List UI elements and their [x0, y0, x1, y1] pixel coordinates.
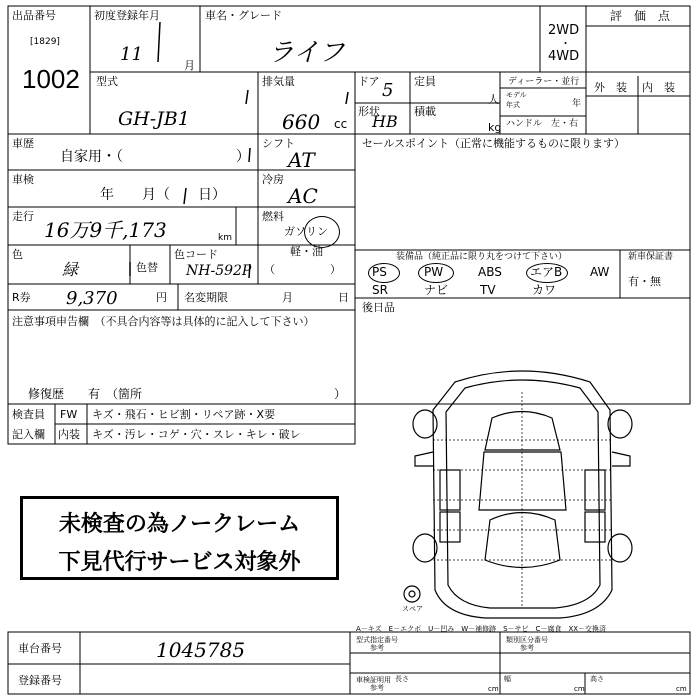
length-label: 長さ — [395, 675, 409, 683]
capacity-label: 定員 — [414, 75, 436, 88]
reg-year-value: 11 — [120, 44, 143, 65]
lot-small-number: [1829] — [30, 37, 60, 47]
height-label: 高さ — [590, 675, 604, 683]
damage-legend: A－キズ E－エクボ U－凹み W－補修跡 S－サビ C－腐食 XX－交換済 — [356, 625, 607, 633]
fuel-value: ガソリン — [284, 225, 328, 238]
chassis-value: 1045785 — [156, 638, 246, 662]
repair-history-close: ） — [334, 387, 347, 401]
notice-line-2: 下見代行サービス対象外 — [58, 550, 301, 575]
equip-navi: ナビ — [424, 283, 449, 297]
color-code-value: NH-592P — [186, 263, 252, 279]
equip-abs: ABS — [478, 265, 502, 279]
shift-value: AT — [288, 148, 315, 172]
warranty-label: 新車保証書 — [628, 252, 674, 262]
warranty-value: 有・無 — [628, 275, 661, 288]
notes-label: 注意事項申告欄 （不具合内容等は具体的に記入して下さい） — [12, 315, 315, 328]
equip-ps: PS — [372, 265, 387, 279]
fuel-label: 燃料 — [262, 210, 284, 223]
model-label: 型式 — [96, 75, 118, 88]
equip-pw: PW — [424, 265, 444, 279]
recycle-unit: 円 — [156, 291, 167, 304]
displacement-label: 排気量 — [262, 75, 295, 88]
car-name-value: ライフ — [268, 38, 345, 68]
type-cert-ref: 参考 — [370, 644, 384, 652]
class-label: 類別区分番号 — [506, 636, 548, 644]
exterior-label: 外 装 — [594, 81, 627, 94]
equip-aw: AW — [590, 265, 610, 279]
shape-value: HB — [372, 112, 398, 131]
cert-label-2: 参考 — [370, 684, 384, 692]
car-name-label: 車名・グレード — [205, 9, 282, 22]
aircon-label: 冷房 — [262, 173, 284, 186]
load-label: 積載 — [414, 105, 436, 118]
chassis-label: 車台番号 — [18, 642, 62, 655]
dealer-label: ディーラー・並行 — [508, 77, 580, 87]
color-label: 色 — [12, 248, 23, 261]
mileage-label: 走行 — [12, 210, 34, 223]
model-year-unit: 年 — [572, 99, 582, 109]
name-change-label: 名変期限 — [184, 291, 228, 304]
reg-year-label: 初度登録年月 — [94, 9, 160, 22]
aircon-value: AC — [288, 184, 318, 208]
drive-separator: ・ — [560, 37, 571, 50]
drive-2wd: 2WD — [548, 23, 580, 38]
history-close: ） — [236, 149, 250, 165]
displacement-value: 660 — [282, 110, 321, 134]
name-change-month: 月 — [282, 291, 293, 304]
plate-label: 登録番号 — [18, 674, 62, 687]
color-code-label: 色コード — [174, 248, 218, 261]
width-unit: cm — [574, 685, 585, 693]
drive-4wd: 4WD — [548, 49, 580, 64]
class-ref: 参考 — [520, 644, 534, 652]
equip-tv: TV — [480, 283, 496, 297]
lot-number: 1002 — [22, 64, 80, 94]
model-value: GH-JB1 — [118, 108, 190, 130]
inspector-label-1: 検査員 — [12, 408, 45, 421]
shape-label: 形状 — [358, 105, 380, 118]
after-items-label: 後日品 — [362, 301, 395, 314]
repair-history: 修復歴 有 （箇所 — [28, 387, 143, 401]
displacement-unit: cc — [334, 117, 348, 131]
fw-label: FW — [60, 408, 78, 421]
mileage-unit: km — [218, 233, 232, 243]
door-value: 5 — [382, 80, 394, 101]
length-unit: cm — [488, 685, 499, 693]
height-unit: cm — [676, 685, 687, 693]
inspector-label-2: 記入欄 — [12, 428, 45, 441]
interior-insp-label: 内装 — [58, 428, 80, 441]
capacity-unit: 人 — [488, 93, 499, 106]
history-value: 自家用・（ — [60, 149, 123, 165]
type-cert-label: 型式指定番号 — [356, 636, 398, 644]
shift-label: シフト — [262, 137, 295, 150]
width-label: 幅 — [504, 675, 511, 683]
mileage-value: 16万9千,173 — [44, 218, 167, 242]
recycle-value: 9,370 — [66, 288, 118, 309]
inspection-label: 車検 — [12, 173, 34, 186]
equip-leather: カワ — [532, 283, 557, 297]
recycle-label: R券 — [12, 291, 31, 304]
inspection-value: 年 月（ 日） — [100, 187, 226, 203]
reg-month-unit: 月 — [184, 59, 195, 72]
color-value: 緑 — [62, 260, 79, 279]
handle-label: ハンドル 左・右 — [506, 119, 579, 129]
equipment-label: 装備品（純正品に限り丸をつけて下さい） — [396, 252, 568, 262]
fuel-paren: （ ） — [264, 263, 341, 276]
door-label: ドア — [358, 75, 380, 88]
interior-insp-items: キズ・汚レ・コゲ・穴・スレ・キレ・破レ — [92, 428, 301, 441]
sales-point-label: セールスポイント（正常に機能するものに限ります） — [362, 137, 626, 150]
name-change-day: 日 — [338, 291, 349, 304]
load-unit: kg — [488, 121, 502, 134]
equip-airbag: エアB — [530, 265, 563, 279]
color-change-label: 色替 — [136, 261, 158, 274]
equip-sr: SR — [372, 283, 388, 297]
spare-label: スペア — [402, 605, 423, 613]
fuel-light: 軽・油 — [290, 245, 323, 258]
evaluation-label: 評 価 点 — [610, 9, 671, 23]
interior-label: 内 装 — [642, 81, 675, 94]
cert-label-1: 車検証明用 — [356, 676, 391, 684]
history-label: 車歴 — [12, 137, 34, 150]
lot-label: 出品番号 — [12, 9, 56, 22]
model-year-label-2: 年式 — [506, 101, 520, 109]
fw-items: キズ・飛石・ヒビ割・リペア跡・X要 — [92, 408, 276, 421]
model-year-label-1: モデル — [506, 91, 527, 99]
notice-line-1: 未検査の為ノークレーム — [58, 512, 301, 537]
